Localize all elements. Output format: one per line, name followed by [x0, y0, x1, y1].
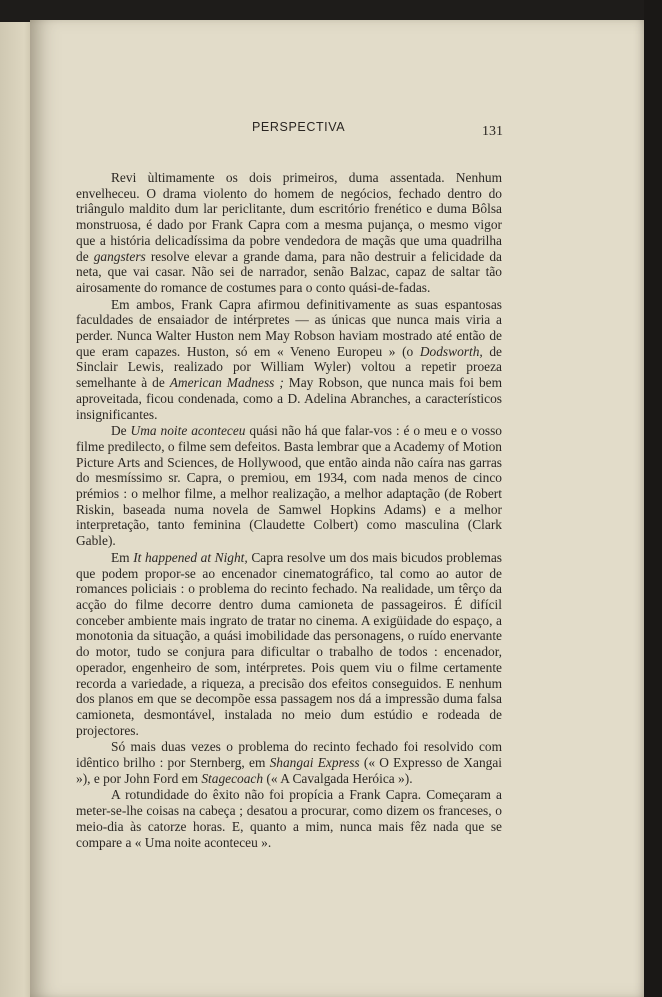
text-run: May Robson, que nunca mais foi bem aproveitada, ficou condenada, como a D. Adelina Abranches, a característicos insignificantes. — [76, 375, 502, 422]
italic-run: American Madness ; — [169, 375, 284, 391]
paragraph — [76, 170, 502, 296]
paragraph — [76, 297, 502, 423]
paragraph — [76, 739, 502, 786]
text-run: Em — [111, 549, 134, 565]
text-run: A rotundidade do êxito não foi propícia a Frank Capra. Começaram a meter-se-lhe coisas na cabeça ; desatou a procurar, como dizem os franceses, o meio-dia às catorze horas. E, quanto a mim, nunca mais fêz nada que se compare a « Uma noite aconteceu ». — [76, 787, 502, 850]
text-run: Revi ùltimamente os dois primeiros, duma assentada. Nenhum envelheceu. O drama violento do homem de negócios, fechado dentro do triângulo maldito dum lar periclitante, dum escritório frenético e duma Bôlsa monstruosa, é dado por Frank Capra com a mesma pujança, o mesmo vigor que a história delicadíssima da pobre vendedora de maçãs que uma quadrilha de — [76, 170, 502, 264]
italic-run: Dodsworth, — [419, 343, 483, 359]
italic-run: It happened at Night, — [133, 549, 248, 565]
text-run: (« O Expresso de Xangai »), e por John Ford em — [76, 755, 502, 786]
text-run: resolve elevar a grande dama, para não destruir a felicidade da neta, que vai casar. Não sei de narrador, senão Balzac, capaz de saltar tão airosamente do romance de costumes para o conto quási-de-fadas. — [76, 248, 502, 295]
italic-run: Shangai Express — [269, 755, 360, 771]
paragraph — [76, 423, 502, 549]
book-page — [30, 20, 644, 997]
body-text — [76, 170, 502, 850]
running-head: PERSPECTIVA — [252, 120, 346, 134]
text-run: de Sinclair Lewis, realizado por William Wyler) voltou a repetir proeza semelhante à de — [76, 343, 502, 391]
italic-run: Stagecoach — [201, 770, 264, 786]
text-run: Capra resolve um dos mais bicudos problemas que podem propor-se ao encenador cinematográfico, tal como ao autor de romances policiais : o problema do recinto fechado. Na realidade, um têrço da acção do filme decorre dentro duma camioneta de passageiros. É difícil conceber ambiente mais ingrato de tratar no cinema. A exigüidade do espaço, a monotonia da situação, a quási imobilidade das personagens, o ruído enervante do motor, tudo se conjura para dificultar o trabalho de todos : encenador, operador, engenheiro de som, intérpretes. Pois quem viu o filme certamente recorda a variedade, a riqueza, a precisão dos efeitos conseguidos. E nenhum dos planos em que se decompõe essa passagem nos dá a impressão duma falsa camioneta, desmontável, instalada no meio dum estúdio e rodeada de projectores. — [76, 549, 503, 738]
page-header — [30, 120, 644, 150]
text-run: quási não há que falar-vos : é o meu e o vosso filme predilecto, o filme sem defeitos. Basta lembrar que a Academy of Motion Picture Arts and Sciences, de Hollywood, que então ainda não caíra nas garras do mesmíssimo sr. Capra, o premiou, em 1934, com nada menos de cinco prémios : o melhor filme, a melhor realização, a melhor adaptação (de Robert Riskin, baseada numa novela de Samwel Hopkins Adams) e a melhor interpretação, tanto feminina (Claudette Colbert) como masculina (Clark Gable). — [76, 423, 503, 549]
paragraph — [76, 550, 502, 738]
scan-border — [644, 0, 662, 997]
paragraph — [76, 787, 502, 850]
text-run: De — [111, 423, 131, 439]
text-run: Só mais duas vezes o problema do recinto fechado foi resolvido com idêntico brilho : por Sternberg, em — [76, 739, 502, 771]
text-run: (« A Cavalgada Heróica »). — [263, 770, 413, 786]
text-run: Em ambos, Frank Capra afirmou definitivamente as suas espantosas faculdades de ensaiador de intérpretes — as únicas que nunca mais viria a perder. Nunca Walter Huston nem May Robson haviam mostrado até então de que eram capazes. Huston, só em « Veneno Europeu » (o — [76, 296, 502, 359]
italic-run: gangsters — [93, 248, 146, 264]
italic-run: Uma noite aconteceu — [130, 423, 246, 439]
page-number: 131 — [482, 124, 503, 139]
